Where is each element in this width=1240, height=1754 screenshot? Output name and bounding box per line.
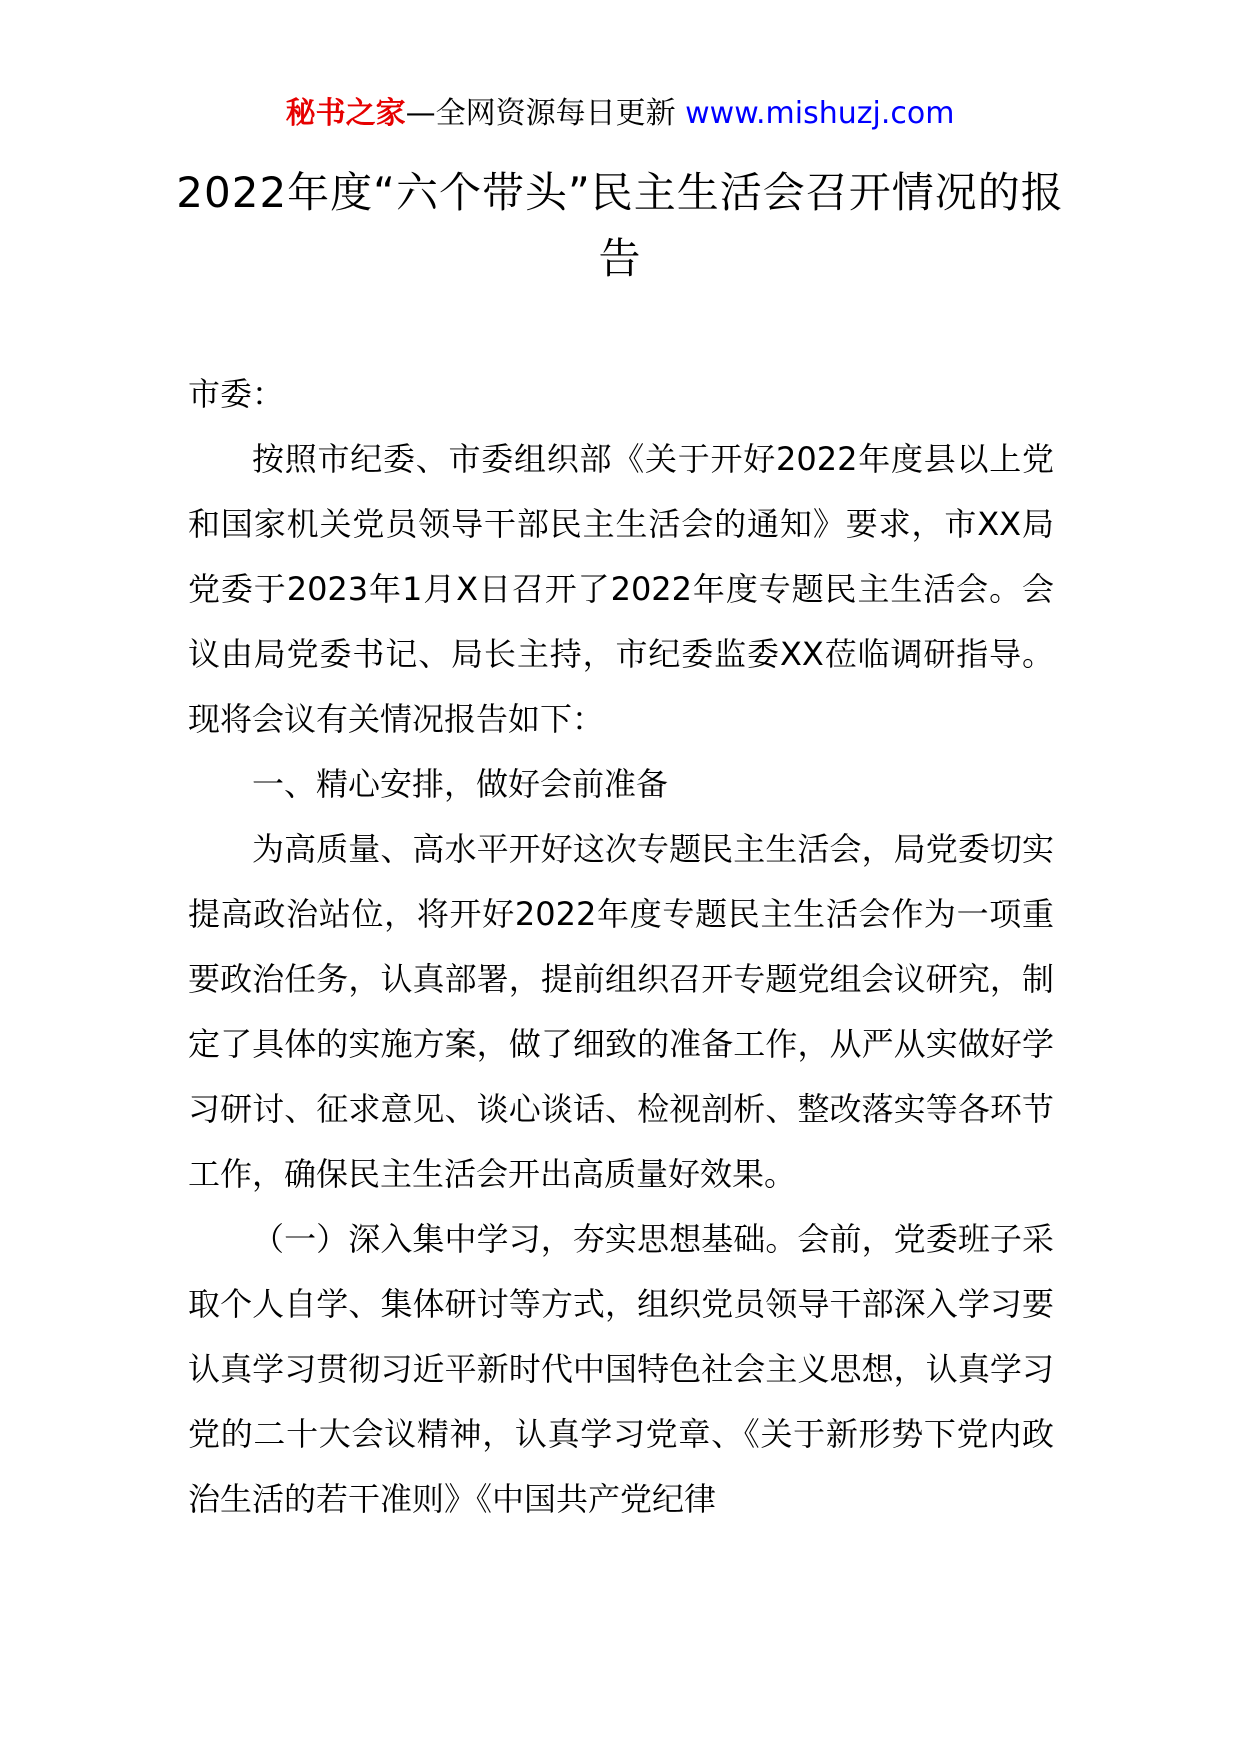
section-heading: 一、精心安排，做好会前准备 <box>252 765 669 803</box>
document-body <box>188 362 1054 1532</box>
site-link[interactable]: www.mishuzj.com <box>685 96 955 131</box>
document-title: 2022年度“六个带头”民主生活会召开情况的报告 <box>176 168 1064 283</box>
salutation: 市委： <box>188 375 285 413</box>
paragraph-preparation: 为高质量、高水平开好这次专题民主生活会，局党委切实提高政治站位，将开好2022年度专题民主生活会作为一项重要政治任务，认真部署，提前组织召开专题党组会议研究，制定了具体的实施方案，做了细致的准备工作，从严从实做好学习研讨、征求意见、谈心谈话、检视剖析、整改落实等各环节工作，确保民主生活会开出高质量好效果。 <box>188 830 1054 1193</box>
header-tagline: —全网资源每日更新 <box>405 96 686 131</box>
brand-name: 秘书之家 <box>285 96 406 131</box>
paragraph-study: （一）深入集中学习，夯实思想基础。会前，党委班子采取个人自学、集体研讨等方式，组织党员领导干部深入学习要认真学习贯彻习近平新时代中国特色社会主义思想，认真学习党的二十大会议精神，认真学习党章、《关于新形势下党内政治生活的若干准则》《中国共产党纪律 <box>188 1220 1054 1518</box>
paragraph-intro: 按照市纪委、市委组织部《关于开好2022年度县以上党和国家机关党员领导干部民主生活会的通知》要求，市XX局党委于2023年1月X日召开了2022年度专题民主生活会。会议由局党委书记、局长主持，市纪委监委XX莅临调研指导。现将会议有关情况报告如下： <box>188 440 1054 738</box>
site-header <box>0 94 1240 134</box>
